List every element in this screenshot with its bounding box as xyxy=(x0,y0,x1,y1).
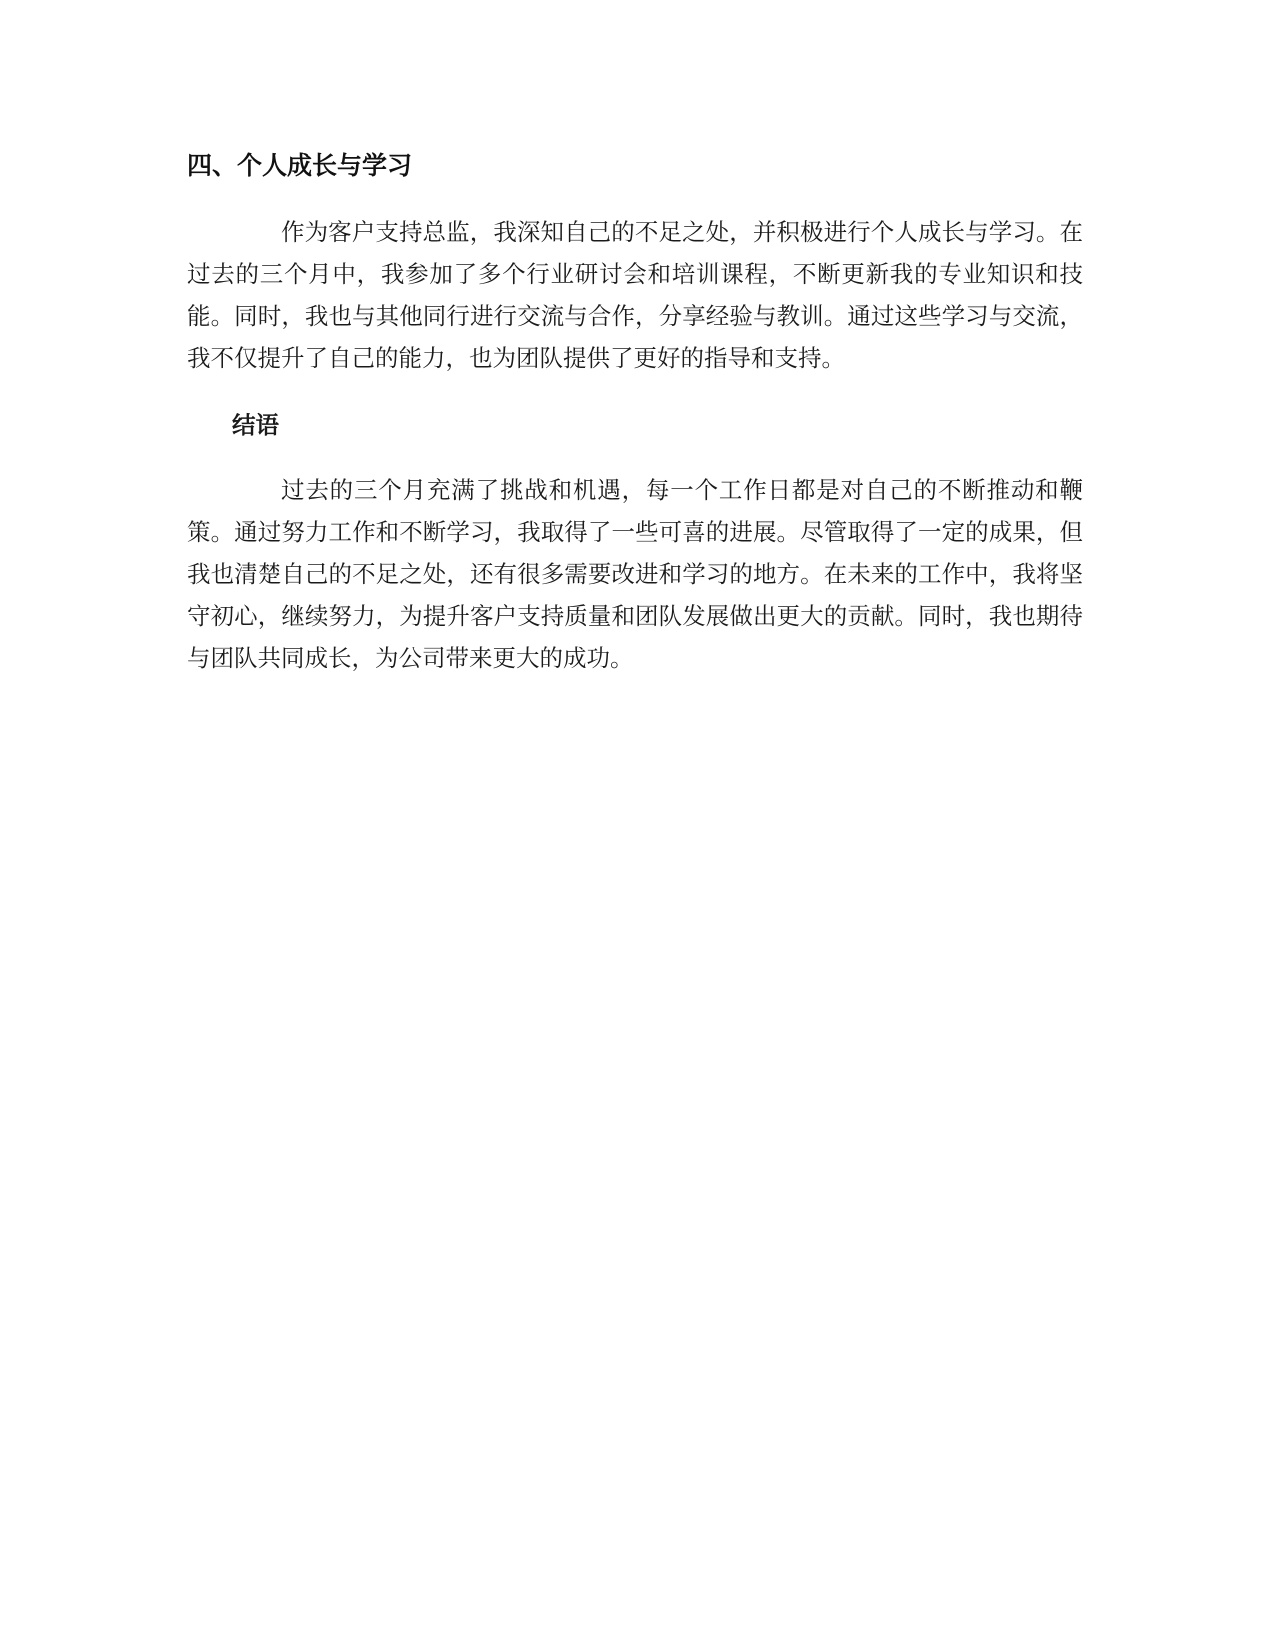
section-heading: 四、个人成长与学习 xyxy=(187,151,413,180)
personal-growth-paragraph: 作为客户支持总监，我深知自己的不足之处，并积极进行个人成长与学习。在过去的三个月中，我参加了多个行业研讨会和培训课程，不断更新我的专业知识和技能。同时，我也与其他同行进行交流与合作，分享经验与教训。通过这些学习与交流，我不仅提升了自己的能力，也为团队提供了更好的指导和支持。 xyxy=(187,218,1083,372)
conclusion-heading: 结语 xyxy=(232,411,279,439)
conclusion-paragraph: 过去的三个月充满了挑战和机遇，每一个工作日都是对自己的不断推动和鞭策。通过努力工作和不断学习，我取得了一些可喜的进展。尽管取得了一定的成果，但我也清楚自己的不足之处，还有很多需要改进和学习的地方。在未来的工作中，我将坚守初心，继续努力，为提升客户支持质量和团队发展做出更大的贡献。同时，我也期待与团队共同成长，为公司带来更大的成功。 xyxy=(187,476,1083,672)
